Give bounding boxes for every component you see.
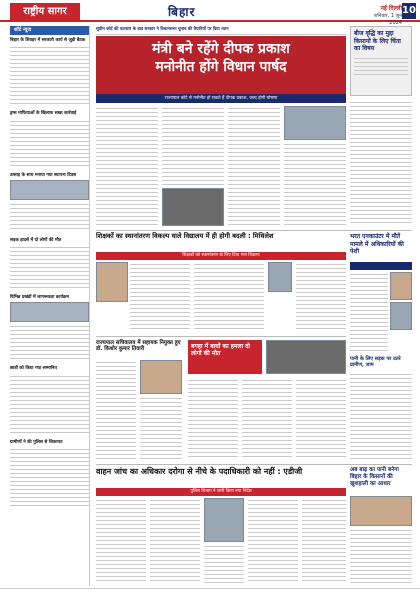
section-title: बिहार <box>168 5 196 19</box>
story5-headline: भरत एनकाउंटर में मौतें मामले में अधिकारियों की पेशी <box>350 233 404 255</box>
left-column <box>10 26 90 586</box>
story2-photo2 <box>268 262 292 292</box>
story4-headline: बगहा में बाघों का हमला दो लोगों की मौत <box>191 343 250 358</box>
left-item <box>10 295 89 360</box>
page-footer <box>0 588 420 594</box>
right-top-text <box>354 56 408 76</box>
story7-text5 <box>302 498 346 584</box>
left-item-headline: विभिन्न प्रखंडों में जागरूकता कार्यक्रम <box>10 295 69 301</box>
left-item-text <box>10 45 89 105</box>
story8-headline: अब बाढ़ का पानी बनेगा बिहार के किसानों की खुशहाली का आधार <box>350 467 399 487</box>
story8-text <box>350 528 412 584</box>
story7-band: पुलिस विभाग ने जारी किया नया निर्देश <box>96 488 346 496</box>
left-item-headline: बिहार के शिवहर में सरकारी कार्य से जुड़ी बैठक <box>10 38 86 43</box>
story4-text3 <box>296 378 346 460</box>
story8-photo <box>350 496 412 526</box>
story5-text <box>350 272 388 352</box>
story7-photo <box>204 498 244 542</box>
left-item-text <box>10 119 89 167</box>
story3-text1 <box>96 360 136 460</box>
left-item-photo <box>10 302 89 322</box>
story5-band <box>350 262 412 270</box>
left-item-headline: उत्साह के साथ मनाया गया स्थापना दिवस <box>10 172 77 178</box>
top-strip: सुप्रीम कोर्ट की फटकार के बाद सरकार ने विधानसभा चुनाव की तैयारियों पर दिया ध्यान <box>96 26 346 35</box>
story4-box <box>188 340 262 374</box>
lead-headline-line1: मंत्री बने रहेंगे दीपक प्रकाश <box>152 41 290 57</box>
left-item-text <box>10 202 89 232</box>
story4-text1 <box>188 378 238 460</box>
lead-side-text <box>284 142 346 226</box>
story5-photo <box>390 272 412 300</box>
story3-text2 <box>140 396 182 460</box>
masthead <box>0 0 420 26</box>
right-top-headline: बीज वृद्धि का मुद्दा किसानों के लिए चिंता का विषय <box>354 30 401 52</box>
lead-story-banner <box>96 36 346 94</box>
right-top-box <box>350 26 412 96</box>
left-item <box>10 238 89 289</box>
left-item-text <box>10 447 89 507</box>
left-item-headline: छात्रों को किया गया सम्मानित <box>10 366 57 372</box>
left-item-text <box>10 374 89 434</box>
left-item-text <box>10 245 89 289</box>
left-item <box>10 366 89 433</box>
story7-headline: वाहन जांच का अधिकार दरोगा से नीचे के पदाधिकारी को नहीं : एडीजी <box>96 467 303 476</box>
edition-info <box>360 5 402 27</box>
story2-headline: शिक्षकों का स्थानांतरण विकल्प वाले विद्यालय में ही होगी बदली : मिथिलेश <box>96 232 274 240</box>
right-top-body <box>350 100 412 226</box>
story3-headline: राज्यपाल सचिवालय में सहायक नियुक्त हुए डॉ. किशोर कुमार तिवारी <box>96 340 181 353</box>
story6-headline: पानी के लिए सड़क पर उतरे ग्रामीण, जाम <box>350 356 401 369</box>
divider <box>96 230 412 231</box>
story7-text2 <box>150 498 200 584</box>
left-item-headline: ड्रग्स माफियाओं के खिलाफ सख्त कार्रवाई <box>10 111 77 117</box>
story2-text3 <box>296 262 346 332</box>
left-item-headline: सड़क हादसे में दो लोगों की मौत <box>10 237 62 243</box>
story7-text4 <box>248 498 298 584</box>
left-item-headline: ग्रामीणों ने की पुलिस से शिकायत <box>10 439 63 445</box>
story2-photo <box>96 262 128 302</box>
story3-photo <box>140 360 182 394</box>
story4-photo <box>266 340 346 374</box>
left-item-photo <box>10 180 89 200</box>
lead-photo <box>162 188 224 226</box>
story2-band: शिक्षकों को स्थानांतरण के लिए दिया गया विकल्प <box>96 252 346 260</box>
edition-date: शनिवार, 1 जून 2024 <box>373 13 402 26</box>
story6-text <box>350 372 412 460</box>
story2-text1 <box>130 262 190 332</box>
divider <box>96 464 412 465</box>
left-item <box>10 173 89 232</box>
left-item-text <box>10 324 89 360</box>
left-item <box>10 440 89 507</box>
left-item <box>10 111 89 166</box>
story5-photo2 <box>390 302 412 330</box>
brand-logo: राष्ट्रीय सागर <box>10 3 80 20</box>
story7-text1 <box>96 498 146 584</box>
lead-headline-line2: मनोनीत होंगे विधान पार्षद <box>155 59 287 75</box>
story2-text2 <box>194 262 264 332</box>
page-number: 10 <box>402 3 416 19</box>
divider <box>96 336 346 337</box>
edition-city: नई दिल्ली <box>380 5 402 12</box>
story7-text3 <box>204 544 244 584</box>
lead-body-col2 <box>162 106 224 186</box>
lead-body-col1 <box>96 106 158 226</box>
lead-subhead: राज्यपाल कोटे से मनोनीत हो सकते हैं दीपक प्रकाश, जल्द होगी घोषणा <box>96 94 346 103</box>
story4-text2 <box>242 378 292 460</box>
left-item <box>10 38 89 105</box>
short-news-label: शॉर्ट न्यूज <box>10 26 89 35</box>
lead-body-col3 <box>228 106 280 226</box>
lead-side-photo <box>284 106 346 140</box>
